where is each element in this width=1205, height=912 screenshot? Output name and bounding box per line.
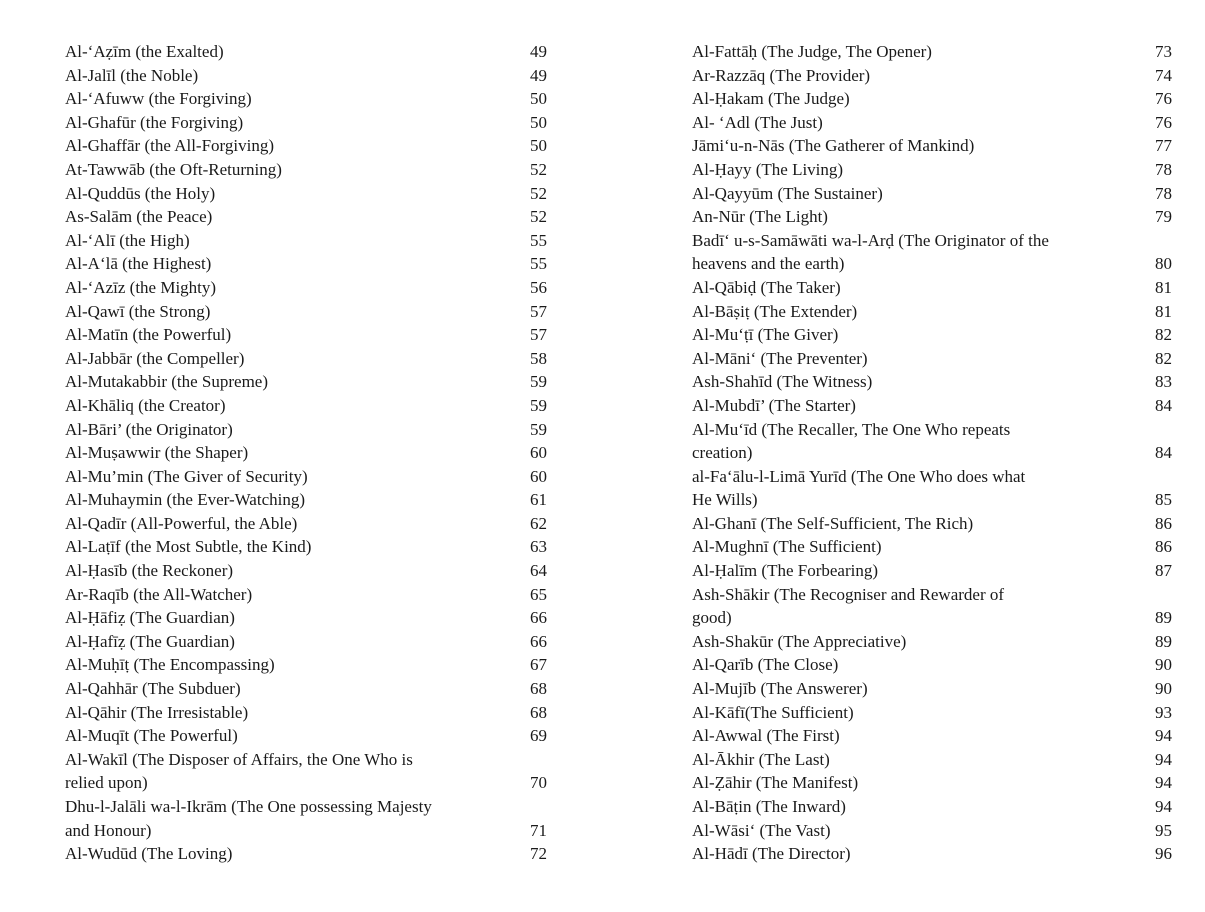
toc-entry-page-number: 73 bbox=[1155, 42, 1172, 61]
toc-entry bbox=[65, 347, 547, 371]
toc-entry bbox=[65, 606, 547, 630]
toc-entry-page-number: 86 bbox=[1155, 537, 1172, 557]
toc-entry bbox=[692, 111, 1172, 135]
toc-entry-page-number: 82 bbox=[1155, 325, 1172, 345]
toc-entry-title: Al-Awwal (The First) bbox=[692, 726, 840, 746]
toc-entry-page-number: 84 bbox=[1155, 395, 1172, 415]
toc-entry bbox=[65, 64, 547, 88]
toc-entry-title: Al-Qawī (the Strong) bbox=[65, 301, 211, 321]
toc-entry-title: Al-‘Afuww (the Forgiving) bbox=[65, 89, 252, 109]
toc-entry-page-number: 94 bbox=[1155, 749, 1172, 769]
toc-entry-page-number: 89 bbox=[1155, 631, 1172, 651]
toc-entry-title: Al-Ẓāhir (The Manifest) bbox=[692, 773, 859, 793]
toc-entry-title: Al-Mujīb (The Answerer) bbox=[692, 679, 868, 699]
toc-entry bbox=[65, 441, 547, 465]
toc-entry-page-number: 76 bbox=[1155, 112, 1172, 132]
toc-entry-title: Al- ‘Adl (The Just) bbox=[692, 112, 823, 132]
toc-entry-title: Al-Qāhir (The Irresistable) bbox=[65, 702, 249, 722]
toc-entry-page-number: 66 bbox=[530, 631, 547, 651]
toc-entry-page-number: 94 bbox=[1155, 797, 1172, 816]
toc-entry-page-number: 65 bbox=[530, 584, 547, 604]
toc-entry bbox=[65, 512, 547, 536]
toc-entry bbox=[65, 323, 547, 347]
toc-entry-title: Ash-Shākir (The Recogniser and Rewarder of good) bbox=[692, 584, 1005, 628]
toc-entry-page-number: 90 bbox=[1155, 679, 1172, 699]
toc-entry-title: Al-‘Alī (the High) bbox=[65, 230, 190, 250]
toc-entry bbox=[65, 229, 547, 253]
toc-entry-page-number: 49 bbox=[530, 42, 547, 61]
toc-entry bbox=[65, 134, 547, 158]
toc-entry-title: Al-Ākhir (The Last) bbox=[692, 749, 830, 769]
toc-entry bbox=[65, 252, 547, 276]
toc-entry-title: Al-Wakīl (The Disposer of Affairs, the One Who is relied upon) bbox=[65, 749, 413, 793]
toc-entry-title: Al-Qarīb (The Close) bbox=[692, 655, 839, 675]
toc-entry bbox=[65, 418, 547, 442]
toc-entry-title: Al-Khāliq (the Creator) bbox=[65, 395, 226, 415]
toc-entry-page-number: 56 bbox=[530, 277, 547, 297]
toc-entry-title: Al-Bāri’ (the Originator) bbox=[65, 419, 233, 439]
toc-entry bbox=[692, 653, 1172, 677]
toc-entry-page-number: 95 bbox=[1155, 820, 1172, 840]
toc-entry bbox=[692, 559, 1172, 583]
toc-entry-title: Ash-Shakūr (The Appreciative) bbox=[692, 631, 907, 651]
toc-entry-page-number: 89 bbox=[1155, 608, 1172, 628]
toc-entry bbox=[65, 724, 547, 748]
toc-entry-page-number: 55 bbox=[530, 254, 547, 274]
toc-entry bbox=[692, 323, 1172, 347]
toc-entry-page-number: 78 bbox=[1155, 183, 1172, 203]
toc-entry-title: Al-Ghaffār (the All-Forgiving) bbox=[65, 136, 274, 156]
toc-entry bbox=[65, 276, 547, 300]
toc-entry-page-number: 52 bbox=[530, 183, 547, 203]
toc-entry-page-number: 74 bbox=[1155, 65, 1172, 85]
toc-entry-page-number: 82 bbox=[1155, 348, 1172, 368]
toc-entry-page-number: 72 bbox=[530, 844, 547, 864]
toc-entry-title: Al-Mu‘ṭī (The Giver) bbox=[692, 325, 839, 345]
toc-entry-page-number: 67 bbox=[530, 655, 547, 675]
toc-entry-page-number: 90 bbox=[1155, 655, 1172, 675]
toc-entry-page-number: 68 bbox=[530, 679, 547, 699]
toc-entry-title: Al-Mutakabbir (the Supreme) bbox=[65, 372, 268, 392]
toc-entry-title: At-Tawwāb (the Oft-Returning) bbox=[65, 159, 282, 179]
toc-entry-title: Al-Muṣawwir (the Shaper) bbox=[65, 443, 249, 463]
toc-entry-page-number: 49 bbox=[530, 65, 547, 85]
toc-entry-title: Badī‘ u-s-Samāwāti wa-l-Arḍ (The Originator of the heavens and the earth) bbox=[692, 230, 1049, 274]
toc-entry-title: Al-Muḥīṭ (The Encompassing) bbox=[65, 655, 275, 675]
toc-entry bbox=[692, 771, 1172, 795]
toc-entry bbox=[65, 158, 547, 182]
toc-entry-title: Al-Qayyūm (The Sustainer) bbox=[692, 183, 883, 203]
toc-entry-page-number: 80 bbox=[1155, 254, 1172, 274]
toc-entry-page-number: 57 bbox=[530, 301, 547, 321]
toc-entry-title: Al-Wudūd (The Loving) bbox=[65, 844, 233, 864]
toc-entry-title: Al-Hādī (The Director) bbox=[692, 844, 851, 864]
toc-entry-title: Ar-Raqīb (the All-Watcher) bbox=[65, 584, 253, 604]
toc-entry-page-number: 61 bbox=[530, 490, 547, 510]
toc-entry-page-number: 79 bbox=[1155, 207, 1172, 227]
toc-entry bbox=[692, 465, 1172, 512]
toc-entry-page-number: 59 bbox=[530, 372, 547, 392]
toc-entry bbox=[692, 535, 1172, 559]
toc-entry-title: Al-Ghafūr (the Forgiving) bbox=[65, 112, 244, 132]
toc-entry bbox=[692, 583, 1172, 630]
toc-entry-page-number: 63 bbox=[530, 537, 547, 557]
toc-entry-title: Al-Jalīl (the Noble) bbox=[65, 65, 199, 85]
toc-entry bbox=[692, 205, 1172, 229]
toc-entry bbox=[692, 748, 1172, 772]
toc-entry bbox=[65, 748, 547, 795]
toc-entry-title: An-Nūr (The Light) bbox=[692, 207, 828, 227]
toc-entry-title: Al-Ḥāfiẓ (The Guardian) bbox=[65, 608, 235, 628]
toc-entry-title: Al-Ḥakam (The Judge) bbox=[692, 89, 850, 109]
toc-entry bbox=[692, 276, 1172, 300]
toc-entry-page-number: 70 bbox=[530, 773, 547, 793]
toc-entry-title: Al-Mubdī’ (The Starter) bbox=[692, 395, 856, 415]
toc-entry-title: Al-‘Azīz (the Mighty) bbox=[65, 277, 217, 297]
toc-entry-page-number: 52 bbox=[530, 207, 547, 227]
toc-entry-page-number: 69 bbox=[530, 726, 547, 746]
toc-entry-title: Al-Bāṭin (The Inward) bbox=[692, 797, 846, 816]
toc-entry bbox=[692, 40, 1172, 64]
toc-entry-page-number: 50 bbox=[530, 112, 547, 132]
toc-entry-page-number: 58 bbox=[530, 348, 547, 368]
toc-entry-page-number: 62 bbox=[530, 513, 547, 533]
toc-entry-page-number: 94 bbox=[1155, 773, 1172, 793]
toc-entry-page-number: 76 bbox=[1155, 89, 1172, 109]
toc-entry-title: Al-Muhaymin (the Ever-Watching) bbox=[65, 490, 305, 510]
toc-entry-title: Al-Laṭīf (the Most Subtle, the Kind) bbox=[65, 537, 312, 557]
toc-entry bbox=[65, 182, 547, 206]
toc-entry-title: Ar-Razzāq (The Provider) bbox=[692, 65, 871, 85]
toc-entry bbox=[65, 111, 547, 135]
toc-right-column bbox=[692, 40, 1172, 866]
toc-entry-title: Al-Jabbār (the Compeller) bbox=[65, 348, 245, 368]
toc-entry-title: Al-Ḥayy (The Living) bbox=[692, 159, 844, 179]
toc-entry bbox=[65, 677, 547, 701]
toc-entry bbox=[65, 795, 547, 842]
toc-entry-page-number: 60 bbox=[530, 443, 547, 463]
toc-entry-title: Al-Ḥafīẓ (The Guardian) bbox=[65, 631, 235, 651]
toc-entry-page-number: 71 bbox=[530, 820, 547, 840]
toc-entry bbox=[65, 465, 547, 489]
toc-entry-title: Al-Māni‘ (The Preventer) bbox=[692, 348, 868, 368]
toc-entry bbox=[65, 653, 547, 677]
toc-entry-title: As-Salām (the Peace) bbox=[65, 207, 213, 227]
toc-entry bbox=[65, 535, 547, 559]
toc-entry-title: Al-Mu‘īd (The Recaller, The One Who repeats creation) bbox=[692, 419, 1011, 463]
toc-entry-page-number: 60 bbox=[530, 466, 547, 486]
toc-entry-title: Al-Kāfī(The Sufficient) bbox=[692, 702, 854, 722]
toc-entry bbox=[692, 701, 1172, 725]
toc-entry-page-number: 85 bbox=[1155, 490, 1172, 510]
toc-entry-title: Al-Ḥasīb (the Reckoner) bbox=[65, 561, 234, 581]
toc-entry bbox=[692, 795, 1172, 819]
toc-entry bbox=[692, 842, 1172, 866]
toc-entry bbox=[692, 182, 1172, 206]
toc-entry-page-number: 64 bbox=[530, 561, 547, 581]
toc-entry-page-number: 87 bbox=[1155, 561, 1172, 581]
toc-entry bbox=[692, 418, 1172, 465]
toc-entry-page-number: 55 bbox=[530, 230, 547, 250]
toc-entry-title: Al-‘Aẓīm (the Exalted) bbox=[65, 42, 224, 61]
toc-entry bbox=[65, 701, 547, 725]
toc-entry-page-number: 94 bbox=[1155, 726, 1172, 746]
toc-entry bbox=[692, 134, 1172, 158]
toc-entry-page-number: 68 bbox=[530, 702, 547, 722]
toc-entry-page-number: 81 bbox=[1155, 277, 1172, 297]
toc-entry-page-number: 50 bbox=[530, 136, 547, 156]
toc-entry bbox=[65, 583, 547, 607]
toc-entry-title: Ash-Shahīd (The Witness) bbox=[692, 372, 873, 392]
toc-entry-title: Al-Qahhār (The Subduer) bbox=[65, 679, 241, 699]
toc-entry-title: al-Fa‘ālu-l-Limā Yurīd (The One Who does what He Wills) bbox=[692, 466, 1026, 510]
toc-entry bbox=[692, 229, 1172, 276]
toc-entry bbox=[692, 677, 1172, 701]
toc-entry bbox=[65, 370, 547, 394]
toc-entry bbox=[692, 64, 1172, 88]
toc-entry-page-number: 77 bbox=[1155, 136, 1172, 156]
toc-entry-title: Al-Fattāḥ (The Judge, The Opener) bbox=[692, 42, 932, 61]
toc-left-column bbox=[65, 40, 547, 866]
toc-entry bbox=[692, 347, 1172, 371]
toc-entry-title: Dhu-l-Jalāli wa-l-Ikrām (The One possessing Majesty and Honour) bbox=[65, 797, 432, 840]
toc-entry bbox=[692, 630, 1172, 654]
toc-entry-page-number: 96 bbox=[1155, 844, 1172, 864]
toc-entry-title: Al-A‘lā (the Highest) bbox=[65, 254, 212, 274]
toc-entry-title: Al-Qadīr (All-Powerful, the Able) bbox=[65, 513, 298, 533]
toc-entry-title: Al-Ḥalīm (The Forbearing) bbox=[692, 561, 878, 581]
toc-entry-title: Al-Muqīt (The Powerful) bbox=[65, 726, 238, 746]
toc-entry bbox=[65, 488, 547, 512]
toc-entry-page-number: 84 bbox=[1155, 443, 1172, 463]
toc-entry-page-number: 50 bbox=[530, 89, 547, 109]
toc-entry-title: Al-Bāṣiṭ (The Extender) bbox=[692, 301, 858, 321]
toc-entry bbox=[65, 87, 547, 111]
toc-entry bbox=[65, 300, 547, 324]
toc-entry-title: Al-Mughnī (The Sufficient) bbox=[692, 537, 882, 557]
toc-entry bbox=[65, 205, 547, 229]
toc-entry bbox=[692, 158, 1172, 182]
toc-entry-title: Al-Wāsi‘ (The Vast) bbox=[692, 820, 831, 840]
toc-entry bbox=[65, 630, 547, 654]
toc-entry-page-number: 66 bbox=[530, 608, 547, 628]
toc-entry bbox=[65, 559, 547, 583]
toc-entry-title: Al-Matīn (the Powerful) bbox=[65, 325, 232, 345]
toc-entry-title: Al-Quddūs (the Holy) bbox=[65, 183, 216, 203]
toc-entry-title: Jāmi‘u-n-Nās (The Gatherer of Mankind) bbox=[692, 136, 975, 156]
toc-entry-title: Al-Ghanī (The Self-Sufficient, The Rich) bbox=[692, 513, 974, 533]
toc-entry-title: Al-Qābiḍ (The Taker) bbox=[692, 277, 841, 297]
toc-entry bbox=[692, 819, 1172, 843]
toc-entry-page-number: 59 bbox=[530, 419, 547, 439]
toc-entry bbox=[692, 370, 1172, 394]
toc-entry bbox=[65, 394, 547, 418]
toc-entry-page-number: 81 bbox=[1155, 301, 1172, 321]
toc-entry-page-number: 52 bbox=[530, 159, 547, 179]
toc-entry-page-number: 83 bbox=[1155, 372, 1172, 392]
toc-entry-page-number: 86 bbox=[1155, 513, 1172, 533]
toc-entry bbox=[692, 394, 1172, 418]
toc-entry-page-number: 93 bbox=[1155, 702, 1172, 722]
toc-entry-title: Al-Mu’min (The Giver of Security) bbox=[65, 466, 308, 486]
toc-entry bbox=[65, 40, 547, 64]
toc-entry-page-number: 57 bbox=[530, 325, 547, 345]
toc-entry bbox=[692, 300, 1172, 324]
toc-entry bbox=[65, 842, 547, 866]
toc-entry-page-number: 78 bbox=[1155, 159, 1172, 179]
toc-entry bbox=[692, 87, 1172, 111]
toc-entry bbox=[692, 724, 1172, 748]
toc-entry bbox=[692, 512, 1172, 536]
toc-entry-page-number: 59 bbox=[530, 395, 547, 415]
